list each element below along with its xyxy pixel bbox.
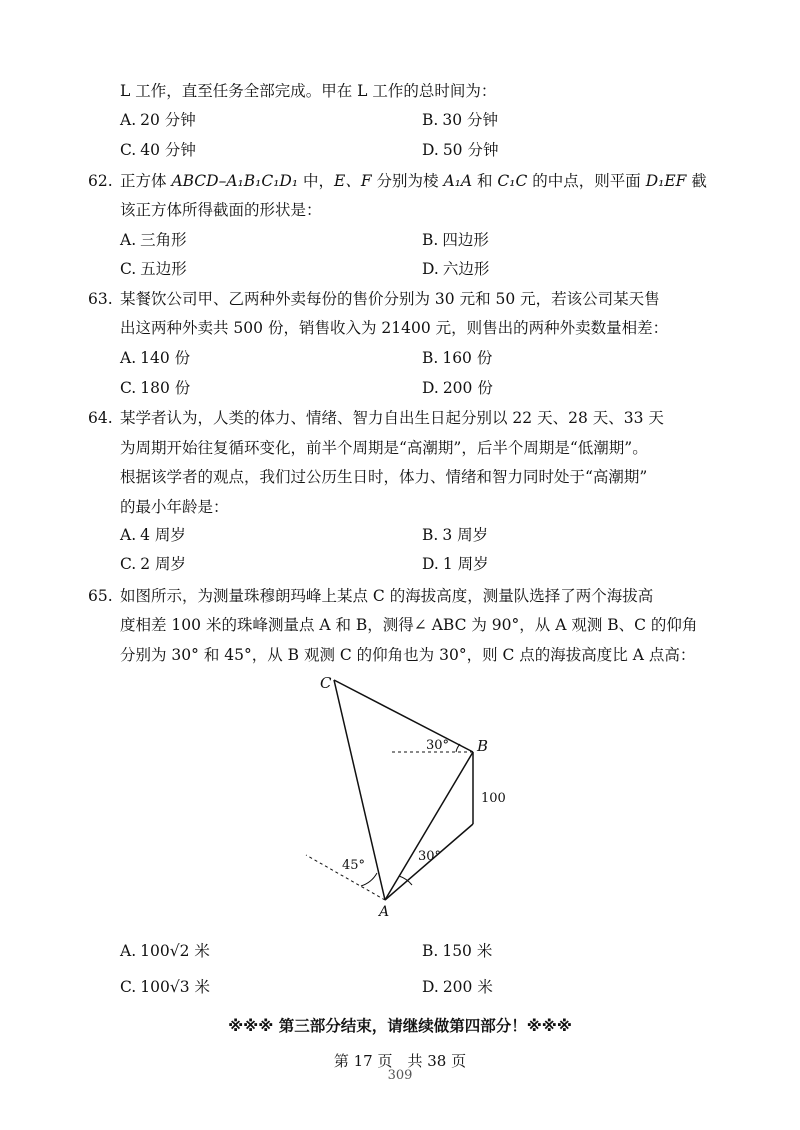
page-number: 第 17 页 共 38 页 [333, 1052, 467, 1070]
q64-stem-line1: 某学者认为，人类的体力、情绪、智力自出生日起分别以 22 天、28 天、33 天 [120, 409, 664, 427]
q64-option-b[interactable]: B. 3 周岁 [422, 526, 489, 544]
label-a: A [379, 904, 390, 920]
q61-option-a[interactable]: A. 20 分钟 [120, 111, 196, 129]
q64-option-d[interactable]: D. 1 周岁 [422, 555, 489, 573]
q65-option-b[interactable]: B. 150 米 [422, 942, 493, 960]
elevation-diagram [300, 665, 540, 925]
q63-stem-line1: 某餐饮公司甲、乙两种外卖每份的售价分别为 30 元和 50 元，若该公司某天售 [120, 290, 660, 308]
angle-label-b: 30° [426, 738, 450, 753]
angle-label-a-left: 45° [342, 858, 366, 873]
q64-option-a[interactable]: A. 4 周岁 [120, 526, 186, 544]
q61-option-b[interactable]: B. 30 分钟 [422, 111, 498, 129]
q65-option-c[interactable]: C. 100√3 米 [120, 978, 210, 996]
q64-stem-line2: 为周期开始往复循环变化，前半个周期是“高潮期”，后半个周期是“低潮期”。 [120, 439, 648, 457]
q64-number: 64. [88, 409, 113, 427]
q61-option-d[interactable]: D. 50 分钟 [422, 141, 499, 159]
q62-option-b[interactable]: B. 四边形 [422, 231, 489, 249]
q65-stem-line1: 如图所示，为测量珠穆朗玛峰上某点 C 的海拔高度，测量队选择了两个海拔高 [120, 587, 654, 605]
label-b: B [477, 737, 489, 755]
q63-option-d[interactable]: D. 200 份 [422, 379, 493, 397]
angle-label-a-right: 30° [418, 849, 442, 864]
page-sub-number: 309 [387, 1068, 413, 1083]
q62-number: 62. [88, 172, 113, 190]
q63-option-c[interactable]: C. 180 份 [120, 379, 191, 397]
q64-option-c[interactable]: C. 2 周岁 [120, 555, 187, 573]
q62-stem-line2: 该正方体所得截面的形状是： [120, 201, 322, 219]
q65-option-d[interactable]: D. 200 米 [422, 978, 493, 996]
label-c: C [320, 674, 332, 692]
q62-stem-line1: 正方体 ABCD–A₁B₁C₁D₁ 中，E、F 分别为棱 A₁A 和 C₁C 的中点，则平面 D₁EF 截 [120, 172, 707, 190]
line-ba [385, 752, 473, 900]
q63-option-a[interactable]: A. 140 份 [120, 349, 191, 367]
q61-option-c[interactable]: C. 40 分钟 [120, 141, 196, 159]
q62-option-c[interactable]: C. 五边形 [120, 260, 187, 278]
q65-number: 65. [88, 587, 113, 605]
section-end-banner: ※※※ 第三部分结束，请继续做第四部分！※※※ [228, 1017, 572, 1035]
q65-stem-line2: 度相差 100 米的珠峰测量点 A 和 B，测得∠ ABC 为 90°，从 A 观测 B、C 的仰角 [120, 616, 698, 634]
q63-option-b[interactable]: B. 160 份 [422, 349, 493, 367]
line-cb [334, 680, 473, 752]
q65-stem-line3: 分别为 30° 和 45°，从 B 观测 C 的仰角也为 30°，则 C 点的海拔高度比 A 点高： [120, 646, 696, 664]
angle-arc-a-right [399, 876, 412, 885]
q63-stem-line2: 出这两种外卖共 500 份，销售收入为 21400 元，则售出的两种外卖数量相差： [120, 319, 669, 337]
height-label: 100 [481, 791, 506, 806]
q65-option-a[interactable]: A. 100√2 米 [120, 942, 210, 960]
angle-arc-b [456, 744, 460, 752]
q64-stem-line4: 的最小年龄是： [120, 498, 229, 516]
q61-continuation: L 工作，直至任务全部完成。甲在 L 工作的总时间为： [120, 82, 497, 100]
q62-option-d[interactable]: D. 六边形 [422, 260, 490, 278]
angle-arc-a-left [361, 873, 377, 886]
q64-stem-line3: 根据该学者的观点，我们过公历生日时，体力、情绪和智力同时处于“高潮期” [120, 468, 648, 486]
q63-number: 63. [88, 290, 113, 308]
q62-option-a[interactable]: A. 三角形 [120, 231, 187, 249]
